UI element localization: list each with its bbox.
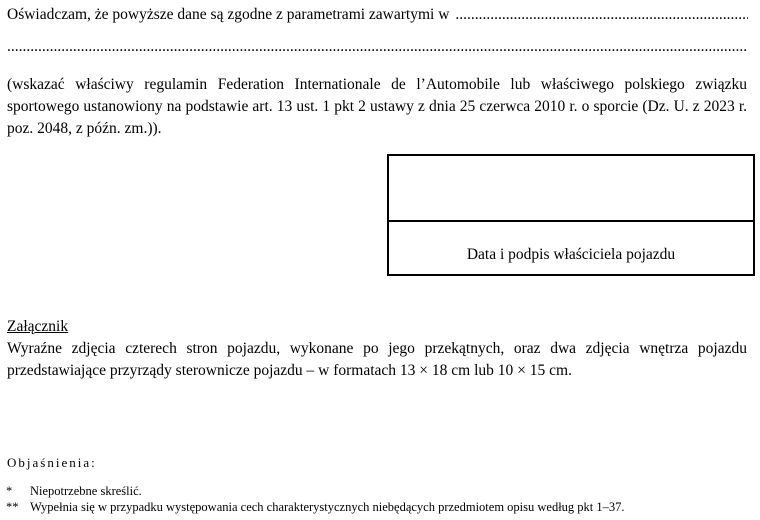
declaration-line <box>7 6 748 24</box>
signature-divider <box>389 220 753 222</box>
attachment-title: Załącznik <box>7 318 69 335</box>
fill-in-dotted-line[interactable] <box>455 6 748 24</box>
regulation-note: (wskazać właściwy regulamin Federation Internationale de l’Automobile lub właściwego polskiego związku sportowego ustanowiony na podstawie art. 13 ust. 1 pkt 2 ustawy z dnia 25 czerwca 2010 r. o sporcie (Dz. U. z 2023 r. poz. 2048, z późn. zm.)). <box>7 76 747 137</box>
footnote-marker: ** <box>6 500 19 514</box>
footnote-marker: * <box>6 484 13 498</box>
footnote-text: Niepotrzebne skreślić. <box>30 484 142 498</box>
attachment-text: Wyraźne zdjęcia czterech stron pojazdu, wykonane po jego przekątnych, oraz dwa zdjęcia wnętrza pojazdu przedstawiające przyrządy sterownicze pojazdu – w formatach 13 × 18 cm lub 10 × 15 cm. <box>7 340 747 379</box>
declaration-intro: Oświadczam, że powyższe dane są zgodne z parametrami zawartymi w <box>7 6 450 23</box>
footnote-item <box>6 500 625 515</box>
signature-box <box>387 154 755 276</box>
footnote-text: Wypełnia się w przypadku występowania cech charakterystycznych niebędących przedmiotem opisu według pkt 1–37. <box>30 500 625 514</box>
explanations-title: Objaśnienia: <box>7 455 97 470</box>
signature-caption: Data i podpis właściciela pojazdu <box>466 246 676 263</box>
footnote-item <box>6 484 142 499</box>
signature-field[interactable] <box>389 156 753 220</box>
fill-in-dotted-line-2[interactable] <box>7 38 748 56</box>
